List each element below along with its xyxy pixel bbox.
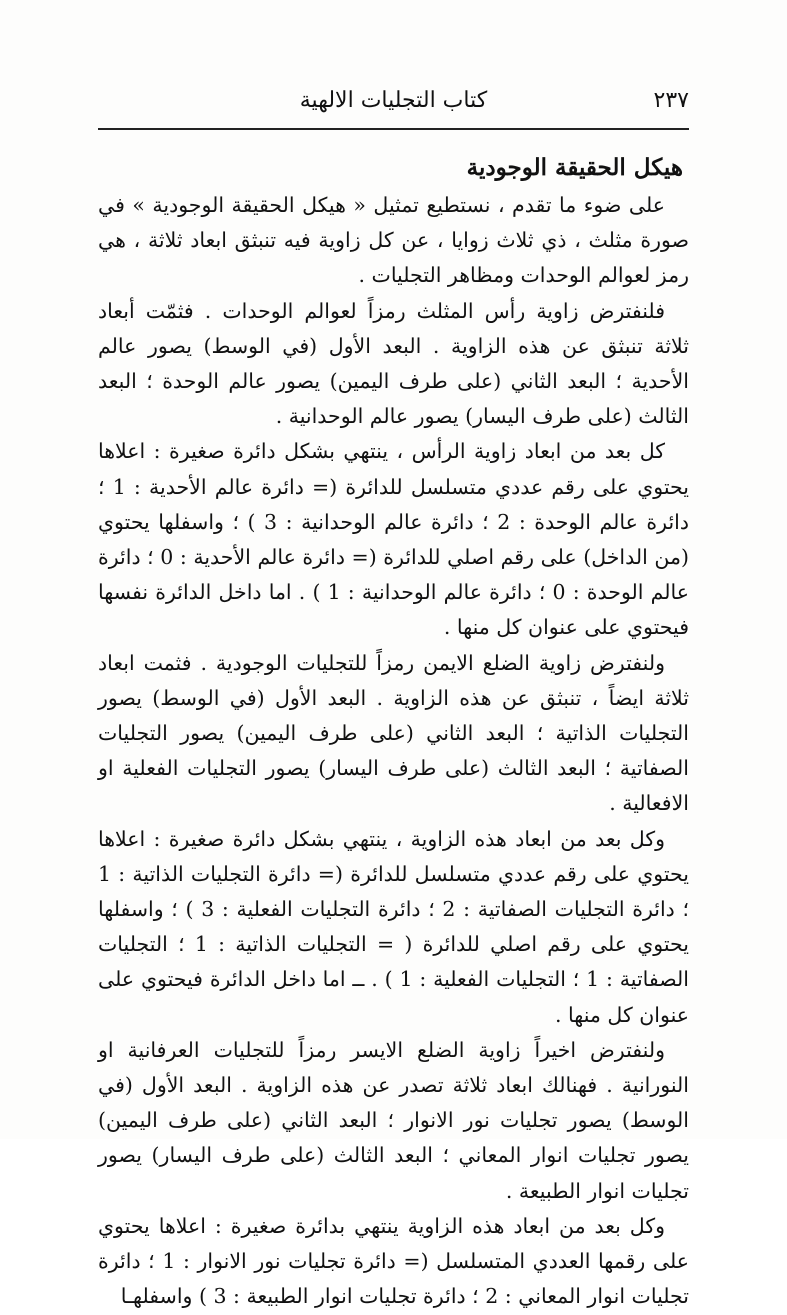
paragraph-1: على ضوء ما تقدم ، نستطيع تمثيل « هيكل الحقيقة الوجودية » في صورة مثلث ، ذي ثلاث زوايا ، عن كل زاوية فيه تنبثق ابعاد ثلاثة ، هي رمز لعوالم الوحدات ومظاهر التجليات . xyxy=(98,193,689,288)
section-heading: هيكل الحقيقة الوجودية xyxy=(466,154,683,181)
paragraph-5: وكل بعد من ابعاد هذه الزاوية ، ينتهي بشكل دائرة صغيرة : اعلاها يحتوي على رقم عددي متسلسل للدائرة (= دائرة التجليات الذاتية : 1 ؛ دائرة التجليات الصفاتية : 2 ؛ دائرة التجليات الفعلية : 3 ) ؛ واسفلها يحتوي على رقم اصلي للدائرة ( = التجليات الذاتية : 1 ؛ التجليات الصفاتية : 1 ؛ التجليات الفعلية : 1 ) . ــ اما داخل الدائرة فيحتوي على عنوان كل منها . xyxy=(98,826,689,1027)
header-rule xyxy=(98,128,689,130)
paragraph-4: ولنفترض زاوية الضلع الايمن رمزاً للتجليات الوجودية . فثمت ابعاد ثلاثة ايضاً ، تنبثق عن هذه الزاوية . البعد الأول (في الوسط) يصور التجليات الذاتية ؛ البعد الثاني (على طرف اليمين) يصور التجليات الصفاتية ؛ البعد الثالث (على طرف اليسار) يصور التجليات الفعلية او الافعالية . xyxy=(98,650,689,816)
page-header xyxy=(98,88,689,128)
paragraph-3: كل بعد من ابعاد زاوية الرأس ، ينتهي بشكل دائرة صغيرة : اعلاها يحتوي على رقم عددي متسلسل للدائرة (= دائرة عالم الأحدية : 1 ؛ دائرة عالم الوحدة : 2 ؛ دائرة عالم الوحدانية : 3 ) ؛ واسفلها يحتوي (من الداخل) على رقم اصلي للدائرة (= دائرة عالم الأحدية : 0 ؛ دائرة عالم الوحدة : 0 ؛ دائرة عالم الوحدانية : 1 ) . اما داخل الدائرة نفسها فيحتوي على عنوان كل منها . xyxy=(98,439,690,640)
paragraph-2: فلنفترض زاوية رأس المثلث رمزاً لعوالم الوحدات . فثمّت أبعاد ثلاثة تنبثق عن هذه الزاوية . البعد الأول (في الوسط) يصور عالم الأحدية ؛ البعد الثاني (على طرف اليمين) يصور عالم الوحدة ؛ البعد الثالث (على طرف اليسار) يصور عالم الوحدانية . xyxy=(98,298,689,429)
paragraph-6: ولنفترض اخيراً زاوية الضلع الايسر رمزاً للتجليات العرفانية او النورانية . فهنالك ابعاد ثلاثة تصدر عن هذه الزاوية . البعد الأول (في الوسط) يصور تجليات نور الانوار ؛ البعد الثاني (على طرف اليمين) يصور تجليات انوار المعاني ؛ البعد الثالث (على طرف اليسار) يصور تجليات انوار الطبيعة . xyxy=(98,1037,689,1203)
page-number: ٢٣٧ xyxy=(653,88,689,113)
running-title: كتاب التجليات الالهية xyxy=(299,88,488,113)
body-text xyxy=(98,150,689,1315)
paragraph-7: وكل بعد من ابعاد هذه الزاوية ينتهي بدائرة صغيرة : اعلاها يحتوي على رقمها العددي المتسلسل (= دائرة تجليات نور الانوار : 1 ؛ دائرة تجليات انوار المعاني : 2 ؛ دائرة تجليات انوار الطبيعة : 3 ) واسفلهـا xyxy=(98,1213,689,1309)
